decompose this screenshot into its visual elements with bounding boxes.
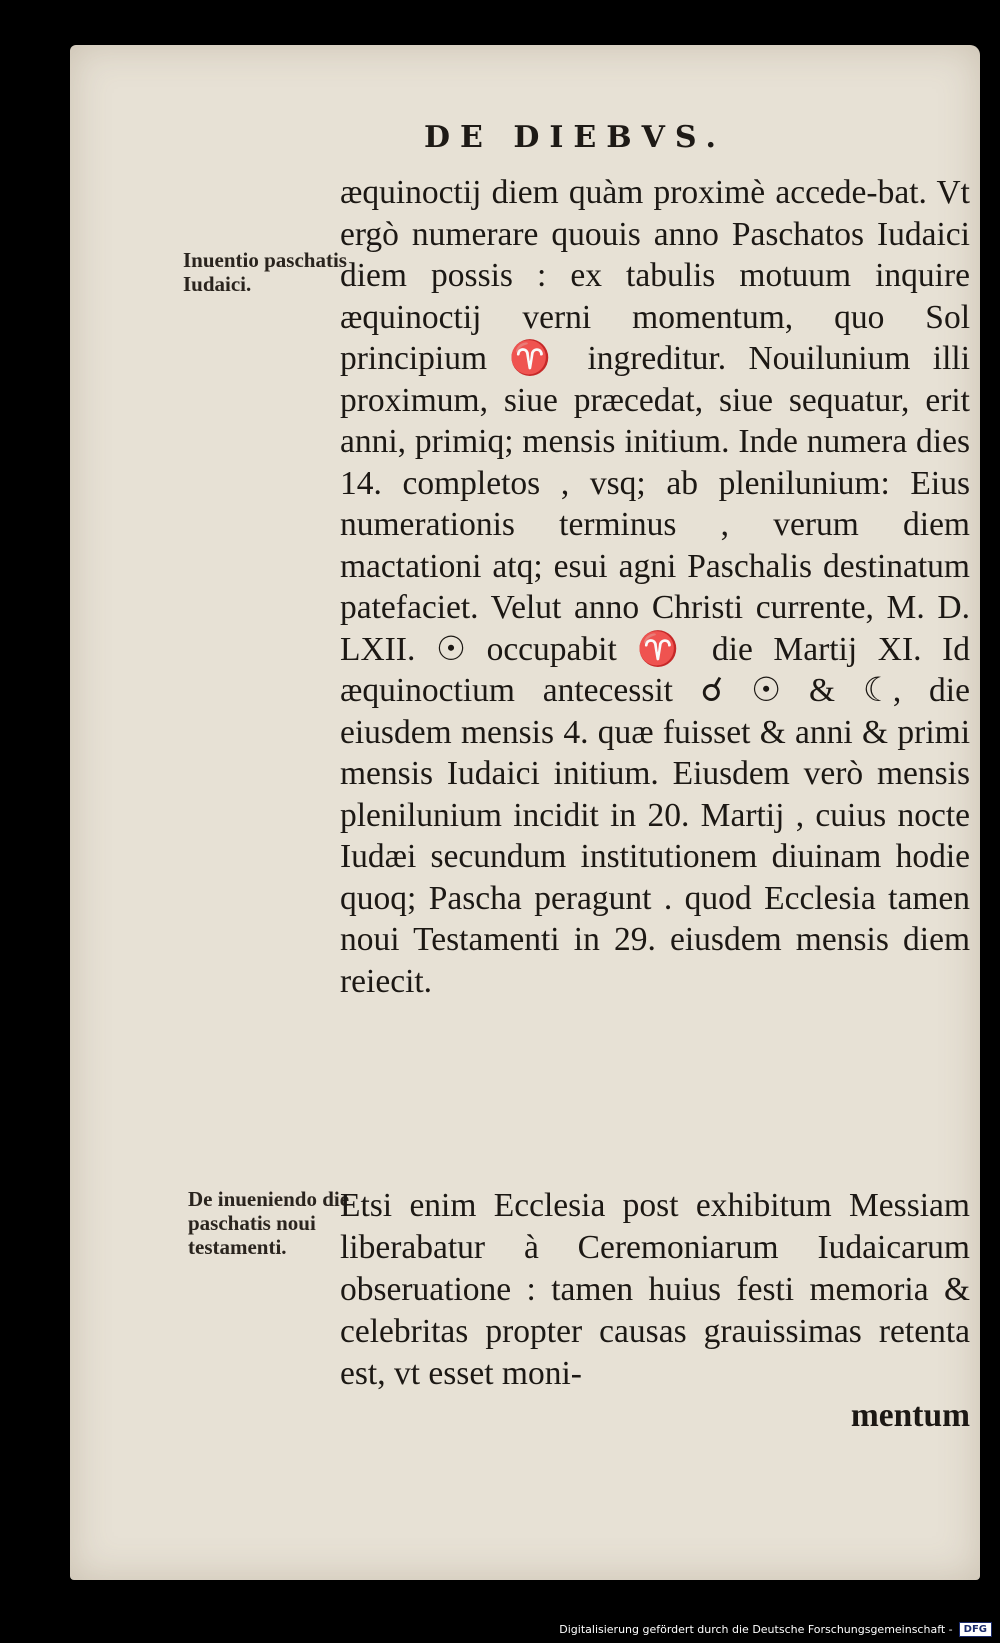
paragraph-1: æquinoctij diem quàm proximè accede-bat. Vt ergò numerare quouis anno Paschatos Iudaici diem possis : ex tabulis motuum inquire æquinoctij verni momentum, quo Sol principium ♈ ingreditur. Nouilunium illi proximum, siue præcedat, siue sequatur, erit anni, primiq; mensis initium. Inde numera dies 14. completos , vsq; ab plenilunium: Eius numerationis terminus , verum diem mactationi atq; esui agni Paschalis destinatum patefaciet. Velut anno Christi currente, M. D. LXII. ☉ occupabit ♈ die Martij XI. Id æquinoctium antecessit ☌ ☉ & ☾, die eiusdem mensis 4. quæ fuisset & anni & primi mensis Iudaici initium. Eiusdem verò mensis plenilunium incidit in 20. Martij , cuius nocte Iudæi secundum institutionem diuinam hodie quoq; Pascha peragunt . quod Ecclesia tamen noui Testamenti in 29. eiusdem mensis diem reiecit. [340,174,970,1000]
margin-note-de-inueniendo: De inueniendo die paschatis noui testamenti. [188,1187,350,1259]
running-head: DE DIEBVS. [424,120,726,155]
paragraph-2: Etsi enim Ecclesia post exhibitum Messiam liberabatur à Ceremoniarum Iudaicarum obseruatione : tamen huius festi memoria & celebritas propter causas grauissimas retenta est, vt esset moni- [340,1187,970,1392]
margin-note-inuentio: Inuentio paschatis Iudaici. [183,248,347,296]
footer-text: Digitalisierung gefördert durch die Deutsche Forschungsgemeinschaft - [559,1623,953,1636]
second-paragraph [340,1185,970,1437]
main-paragraph [340,172,970,1002]
dfg-logo: DFG [959,1622,992,1637]
catchword: mentum [850,1397,970,1434]
digitization-footer [559,1622,992,1637]
